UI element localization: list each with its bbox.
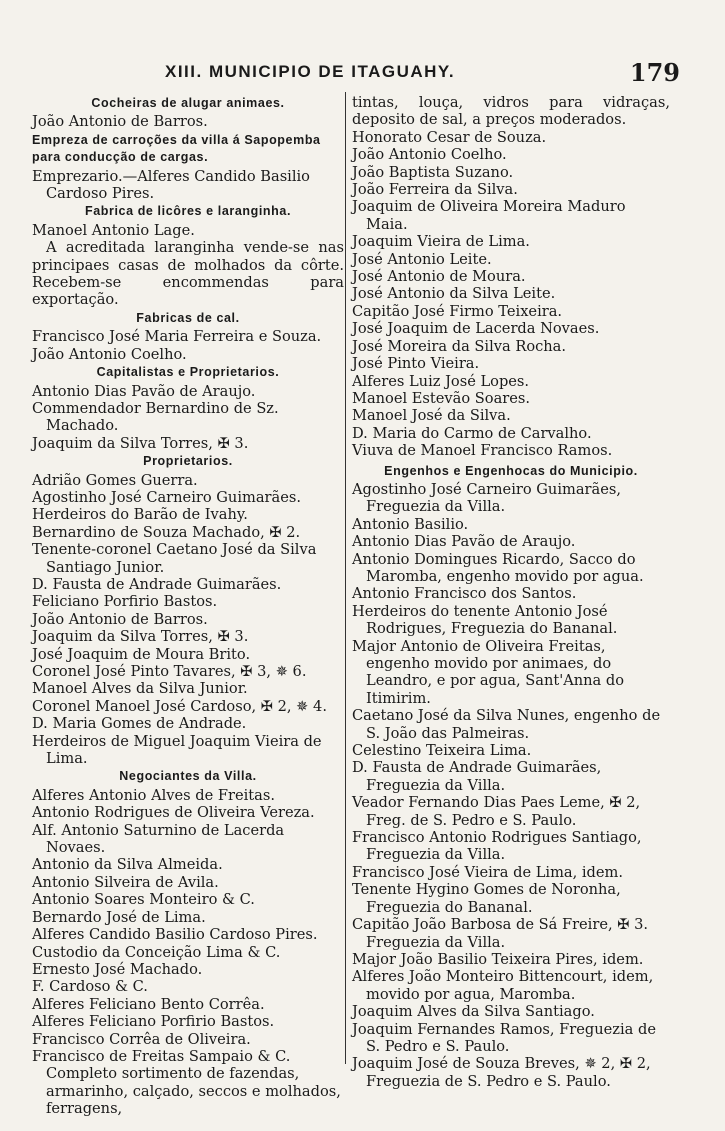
page-title: XIII. MUNICIPIO DE ITAGUAHY. [165, 62, 456, 81]
list-entry: Antonio Domingues Ricardo, Sacco do Maromba, engenho movido por agua. [352, 550, 644, 585]
list-entry: Joaquim da Silva Torres, ✠ 3. [32, 628, 249, 646]
list-entry: João Antonio de Barros. [32, 610, 208, 628]
list-entry: Herdeiros do Barão de Ivahy. [32, 506, 248, 524]
list-entry: Antonio Dias Pavão de Araujo. [352, 533, 576, 551]
list-entry: Francisco Antonio Rodrigues Santiago, Freguezia da Villa. [352, 829, 642, 864]
list-entry: Joaquim da Silva Torres, ✠ 3. [32, 434, 249, 452]
list-entry: José Joaquim de Moura Brito. [32, 645, 251, 663]
list-entry: Francisco José Maria Ferreira e Souza. [32, 328, 322, 346]
page-header [20, 58, 680, 90]
list-entry: Celestino Teixeira Lima. [352, 742, 532, 760]
list-entry: Herdeiros de Miguel Joaquim Vieira de Lima. [32, 732, 322, 768]
list-entry: Francisco José Vieira de Lima, idem. [352, 863, 624, 881]
section-heading: Cocheiras de alugar animaes. [91, 96, 285, 110]
list-entry: Alf. Antonio Saturnino de Lacerda Novaes. [32, 821, 285, 857]
list-entry: Francisco de Freitas Sampaio & C. Completo sortimento de fazendas, armarinho, calçado, seccos e molhados, ferragens, [32, 1047, 341, 1118]
list-entry: Agostinho José Carneiro Guimarães. [32, 488, 301, 506]
list-entry: José Antonio da Silva Leite. [352, 285, 556, 303]
list-entry: João Antonio Coelho. [352, 146, 507, 164]
list-entry: Commendador Bernardino de Sz. Machado. [32, 399, 279, 435]
list-entry: José Joaquim de Lacerda Novaes. [352, 320, 600, 338]
list-entry: Alferes Candido Basilio Cardoso Pires. [32, 926, 318, 944]
list-entry: Capitão João Barbosa de Sá Freire, ✠ 3. Freguezia da Villa. [352, 916, 649, 951]
list-entry: Joaquim Vieira de Lima. [352, 233, 530, 251]
list-entry: Emprezario.—Alferes Candido Basilio Cardoso Pires. [32, 167, 310, 203]
notice-paragraph: A acreditada laranginha vende-se nas principaes casas de molhados da côrte. Recebem-se encommendas para exportação. [32, 239, 344, 309]
list-entry: D. Fausta de Andrade Guimarães, Freguezia da Villa. [352, 759, 602, 794]
list-entry: Alferes Feliciano Bento Corrêa. [32, 995, 265, 1013]
entry-continuation: tintas, louça, vidros para vidraças, deposito de sal, a preços moderados. [352, 94, 670, 129]
section-heading: Fabrica de licôres e laranginha. [84, 204, 292, 219]
left-column [32, 94, 344, 1118]
section-heading: Empreza de carroções da villa á Sapopemba para conducção de cargas. [32, 132, 321, 165]
list-entry: Tenente Hygino Gomes de Noronha, Freguezia do Bananal. [352, 881, 621, 916]
section-heading: Capitalistas e Proprietarios. [96, 365, 280, 380]
page-number: 179 [629, 58, 680, 87]
list-entry: Herdeiros do tenente Antonio José Rodrigues, Freguezia do Bananal. [352, 602, 618, 638]
list-entry: Coronel José Pinto Tavares, ✠ 3, ✵ 6. [32, 663, 307, 680]
list-entry: João Ferreira da Silva. [352, 181, 518, 199]
list-entry: Antonio Basilio. [352, 515, 469, 533]
list-entry: F. Cardoso & C. [32, 978, 148, 996]
list-entry: D. Fausta de Andrade Guimarães. [32, 575, 282, 593]
list-entry: Capitão José Firmo Teixeira. [352, 302, 563, 320]
list-entry: Bernardo José de Lima. [32, 908, 206, 926]
right-column [352, 94, 670, 1090]
list-entry: Ernesto José Machado. [32, 960, 203, 978]
list-entry: José Antonio de Moura. [352, 268, 526, 286]
list-entry: João Antonio Coelho. [32, 345, 187, 363]
spacer [352, 460, 670, 462]
list-entry: Tenente-coronel Caetano José da Silva Santiago Junior. [32, 541, 317, 576]
list-entry: Manoel Estevão Soares. [352, 389, 531, 407]
list-entry: Manoel José da Silva. [352, 407, 511, 425]
list-entry: Major Antonio de Oliveira Freitas, engenho movido por animaes, do Leandro, e por agua, Sant'Anna do Itimirim. [352, 637, 625, 707]
list-entry: Custodio da Conceição Lima & C. [32, 943, 281, 961]
list-entry: Antonio Francisco dos Santos. [352, 585, 577, 603]
list-entry: Joaquim José de Souza Breves, ✵ 2, ✠ 2, Freguezia de S. Pedro e S. Paulo. [352, 1055, 651, 1090]
list-entry: José Moreira da Silva Rocha. [352, 337, 567, 355]
list-entry: Veador Fernando Dias Paes Leme, ✠ 2, Freg. de S. Pedro e S. Paulo. [352, 794, 641, 829]
list-entry: Antonio Rodrigues de Oliveira Vereza. [32, 804, 315, 822]
list-entry: José Pinto Vieira. [352, 355, 480, 373]
list-entry: Joaquim de Oliveira Moreira Maduro Maia. [352, 198, 626, 233]
list-entry: Antonio Silveira de Avila. [32, 873, 219, 891]
list-entry: Feliciano Porfirio Bastos. [32, 593, 218, 611]
list-entry: José Antonio Leite. [352, 250, 492, 268]
list-entry: Antonio Soares Monteiro & C. [32, 891, 255, 909]
list-entry: Joaquim Alves da Silva Santiago. [352, 1003, 595, 1021]
list-entry: Agostinho José Carneiro Guimarães, Freguezia da Villa. [352, 480, 621, 516]
list-entry: Francisco Corrêa de Oliveira. [32, 1030, 251, 1048]
list-entry: Viuva de Manoel Francisco Ramos. [352, 442, 613, 460]
section-heading: Fabricas de cal. [136, 310, 240, 325]
section-heading: Negociantes da Villa. [119, 769, 257, 784]
list-entry: Adrião Gomes Guerra. [32, 471, 198, 489]
list-entry: D. Maria Gomes de Andrade. [32, 715, 247, 733]
list-entry: Joaquim Fernandes Ramos, Freguezia de S. Pedro e S. Paulo. [352, 1020, 656, 1055]
list-entry: Manoel Alves da Silva Junior. [32, 680, 248, 698]
list-entry: Bernardino de Souza Machado, ✠ 2. [32, 523, 301, 541]
list-entry: Manoel Antonio Lage. [32, 221, 195, 239]
list-entry: Coronel Manoel José Cardoso, ✠ 2, ✵ 4. [32, 697, 327, 715]
list-entry: Honorato Cesar de Souza. [352, 128, 547, 146]
section-heading: Proprietarios. [143, 454, 233, 469]
list-entry: Major João Basilio Teixeira Pires, idem. [352, 950, 644, 968]
list-entry: João Antonio de Barros. [32, 113, 208, 131]
list-entry: Antonio da Silva Almeida. [32, 856, 223, 874]
list-entry: Antonio Dias Pavão de Araujo. [32, 382, 256, 400]
list-entry: Alferes João Monteiro Bittencourt, idem, movido por agua, Maromba. [352, 968, 654, 1003]
section-heading: Engenhos e Engenhocas do Municipio. [384, 463, 638, 478]
list-entry: Alferes Feliciano Porfirio Bastos. [32, 1013, 275, 1031]
list-entry: João Baptista Suzano. [352, 163, 514, 181]
list-entry: D. Maria do Carmo de Carvalho. [352, 424, 592, 442]
list-entry: Alferes Antonio Alves de Freitas. [32, 786, 275, 804]
list-entry: Caetano José da Silva Nunes, engenho de S. João das Palmeiras. [352, 707, 661, 742]
column-divider [345, 92, 346, 1064]
list-entry: Alferes Luiz José Lopes. [352, 372, 530, 390]
